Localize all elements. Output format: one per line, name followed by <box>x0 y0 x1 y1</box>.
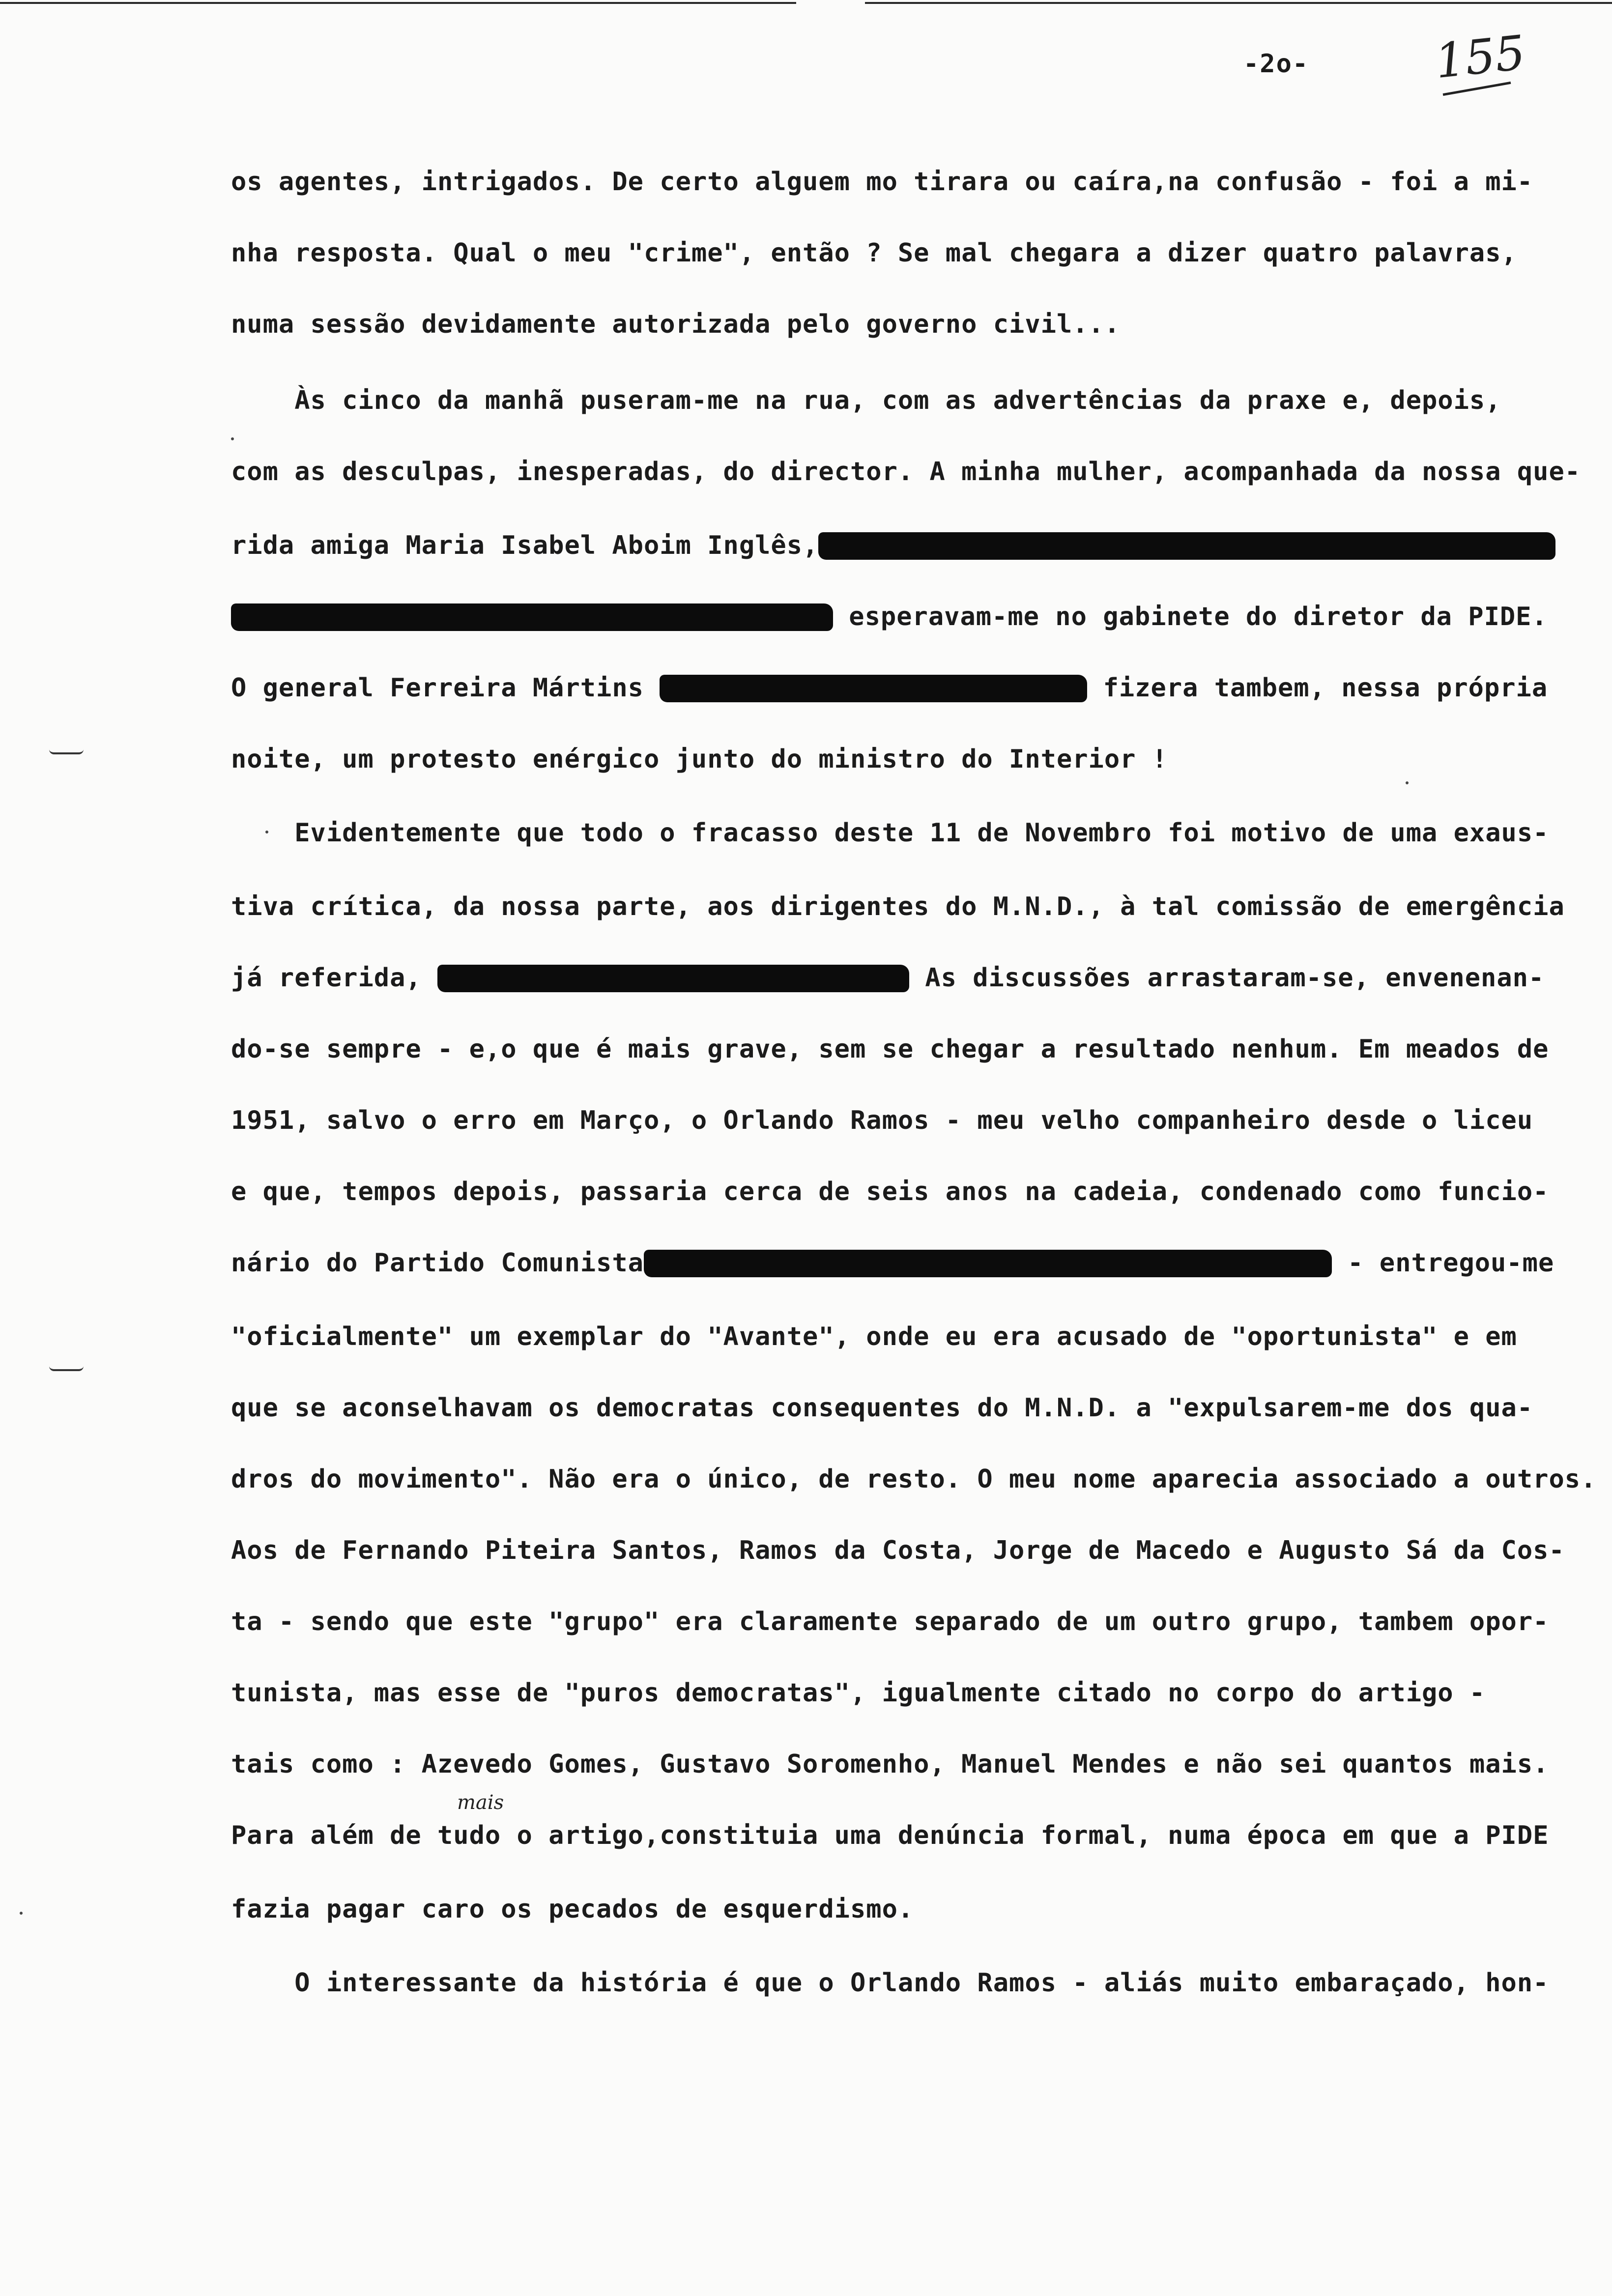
text-line: 1951, salvo o erro em Março, o Orlando Ramos - meu velho companheiro desde o liceu <box>231 1106 1533 1135</box>
text-line: do-se sempre - e,o que é mais grave, sem se chegar a resultado nenhum. Em meados de <box>231 1034 1549 1064</box>
text-line: os agentes, intrigados. De certo alguem mo tirara ou caíra,na confusão - foi a mi- <box>231 167 1533 197</box>
paper-speck <box>1406 781 1409 784</box>
paper-speck <box>20 1912 23 1915</box>
text-line: Para além de tudo o artigo,constituia uma denúncia formal, numa época em que a PIDE <box>231 1821 1549 1850</box>
redaction-bar <box>660 675 1087 702</box>
text-line: com as desculpas, inesperadas, do director. A minha mulher, acompanhada da nossa que- <box>231 457 1581 487</box>
redaction-bar <box>231 603 833 631</box>
redaction-bar <box>818 532 1555 560</box>
handwritten-insertion: mais <box>457 1791 504 1814</box>
text-line: rida amiga Maria Isabel Aboim Inglês, <box>231 531 1555 560</box>
page-number: -2o- <box>1243 49 1309 79</box>
redaction-bar <box>437 965 909 992</box>
margin-tick-mark <box>49 1366 84 1371</box>
handwritten-folio-number: 155 <box>1432 25 1528 89</box>
text-line: esperavam-me no gabinete do diretor da PIDE. <box>231 602 1548 631</box>
text-line: dros do movimento". Não era o único, de resto. O meu nome aparecia associado a outros. <box>231 1464 1597 1494</box>
text-line: tais como : Azevedo Gomes, Gustavo Soromenho, Manuel Mendes e não sei quantos mais. <box>231 1750 1549 1779</box>
text-line: que se aconselhavam os democratas consequentes do M.N.D. a "expulsarem-me dos qua- <box>231 1393 1533 1423</box>
text-line: e que, tempos depois, passaria cerca de seis anos na cadeia, condenado como funcio- <box>231 1177 1549 1206</box>
text-line: já referida, As discussões arrastaram-se, envenenan- <box>231 963 1545 993</box>
paper-speck <box>231 437 234 440</box>
top-edge-rule <box>0 2 796 4</box>
top-edge-rule-right <box>865 2 1612 4</box>
text-line: Às cinco da manhã puseram-me na rua, com as advertências da praxe e, depois, <box>231 386 1501 415</box>
text-line: nha resposta. Qual o meu "crime", então ? Se mal chegara a dizer quatro palavras, <box>231 238 1517 268</box>
text-line: tunista, mas esse de "puros democratas", igualmente citado no corpo do artigo - <box>231 1678 1486 1708</box>
text-line: fazia pagar caro os pecados de esquerdismo. <box>231 1894 914 1924</box>
text-line: O interessante da história é que o Orlando Ramos - aliás muito embaraçado, hon- <box>231 1968 1549 1998</box>
text-line: Aos de Fernando Piteira Santos, Ramos da Costa, Jorge de Macedo e Augusto Sá da Cos- <box>231 1536 1565 1565</box>
text-line: numa sessão devidamente autorizada pelo governo civil... <box>231 310 1121 339</box>
margin-tick-mark <box>49 749 84 754</box>
text-line: "oficialmente" um exemplar do "Avante", onde eu era acusado de "oportunista" e em <box>231 1322 1517 1351</box>
redaction-bar <box>644 1250 1332 1277</box>
text-line: noite, um protesto enérgico junto do ministro do Interior ! <box>231 745 1168 774</box>
text-line: nário do Partido Comunista - entregou-me <box>231 1248 1554 1278</box>
text-line: ta - sendo que este "grupo" era claramente separado de um outro grupo, tambem opor- <box>231 1607 1549 1636</box>
text-line: tiva crítica, da nossa parte, aos dirigentes do M.N.D., à tal comissão de emergência <box>231 892 1565 921</box>
text-line: O general Ferreira Mártins fizera tambem, nessa própria <box>231 673 1548 703</box>
text-line: Evidentemente que todo o fracasso deste 11 de Novembro foi motivo de uma exaus- <box>231 818 1549 848</box>
